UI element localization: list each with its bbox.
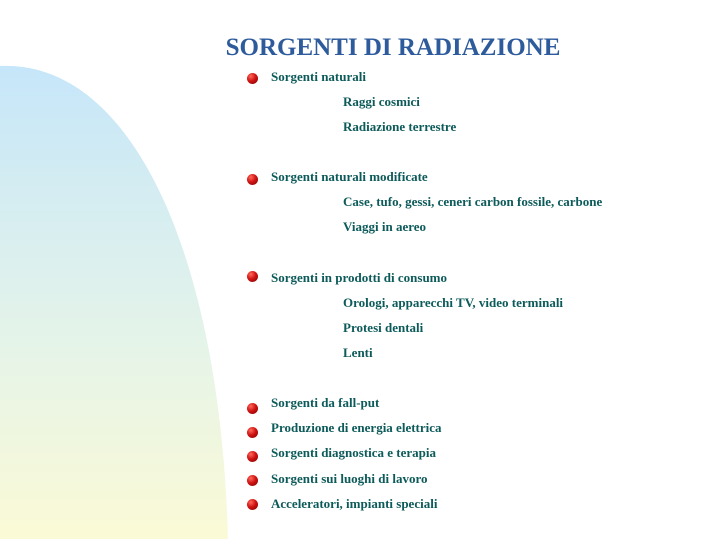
list-item: Produzione di energia elettrica <box>271 420 442 435</box>
sub-list-item: Lenti <box>343 345 373 360</box>
bullet-icon <box>247 475 258 486</box>
list-item: Sorgenti naturali modificate <box>271 169 428 184</box>
bullet-icon <box>247 271 258 282</box>
bullet-icon <box>247 174 258 185</box>
sub-list-item: Orologi, apparecchi TV, video terminali <box>343 295 564 310</box>
bullet-icon <box>247 451 258 462</box>
sub-list-item: Viaggi in aereo <box>343 219 427 234</box>
list-item: Sorgenti diagnostica e terapia <box>271 445 437 460</box>
slide-title: SORGENTI DI RADIAZIONE <box>225 34 561 61</box>
bullet-icon <box>247 427 258 438</box>
sub-list-item: Radiazione terrestre <box>343 119 457 134</box>
bullet-icon <box>247 499 258 510</box>
sub-list-item: Case, tufo, gessi, ceneri carbon fossile, carbone <box>343 194 603 209</box>
list-item: Sorgenti sui luoghi di lavoro <box>271 471 428 486</box>
bullet-icon <box>247 403 258 414</box>
bullet-icon <box>247 73 258 84</box>
sub-list-item: Protesi dentali <box>343 320 424 335</box>
list-item: Acceleratori, impianti speciali <box>271 496 438 511</box>
sub-list-item: Raggi cosmici <box>343 94 420 109</box>
list-item: Sorgenti naturali <box>271 69 366 84</box>
list-item: Sorgenti da fall-put <box>271 395 380 410</box>
list-item: Sorgenti in prodotti di consumo <box>271 270 448 285</box>
